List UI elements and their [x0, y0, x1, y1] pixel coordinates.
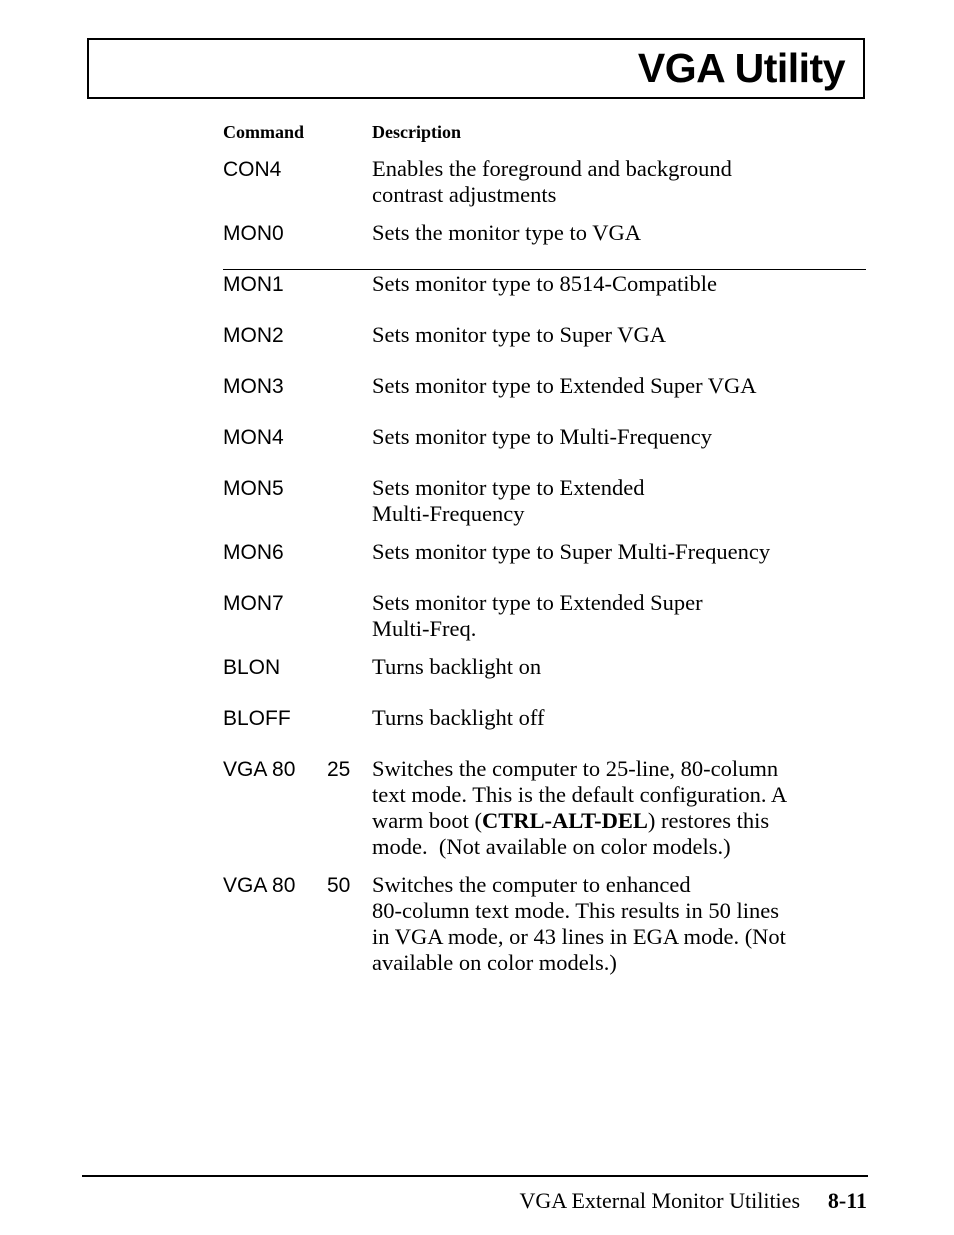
column-header-description: Description	[372, 122, 461, 142]
command-name: MON0	[223, 222, 284, 245]
command-name: VGA 80	[223, 874, 296, 897]
page-title: VGA Utility	[637, 45, 845, 91]
description-line: Turns backlight off	[372, 705, 545, 730]
description-line: Sets the monitor type to VGA	[372, 220, 641, 245]
footer-rule	[82, 1175, 868, 1177]
description-line: 80-column text mode. This results in 50 lines	[372, 898, 780, 923]
description-cell	[372, 872, 867, 976]
description-text: ) restores this	[647, 808, 770, 833]
description-cell	[372, 705, 867, 731]
description-line: mode. (Not available on color models.)	[372, 834, 731, 859]
description-line: Multi-Freq.	[372, 616, 477, 641]
description-cell	[372, 539, 867, 565]
description-line: Sets monitor type to Super Multi-Frequency	[372, 539, 771, 564]
description-line: Sets monitor type to 8514-Compatible	[372, 271, 717, 296]
description-line: available on color models.)	[372, 950, 617, 975]
command-name: MON3	[223, 375, 284, 398]
command-name: BLOFF	[223, 707, 291, 730]
description-line: in VGA mode, or 43 lines in EGA mode. (Not	[372, 924, 786, 949]
description-line: Sets monitor type to Super VGA	[372, 322, 666, 347]
command-name: MON7	[223, 592, 284, 615]
description-line: Sets monitor type to Extended Super VGA	[372, 373, 757, 398]
description-cell	[372, 271, 867, 297]
divider	[223, 269, 866, 270]
description-line: Multi-Frequency	[372, 501, 525, 526]
command-name: VGA 80	[223, 758, 296, 781]
description-line: text mode. This is the default configuration. A	[372, 782, 788, 807]
description-cell	[372, 373, 867, 399]
command-name: MON4	[223, 426, 284, 449]
command-name: MON6	[223, 541, 284, 564]
description-cell	[372, 424, 867, 450]
description-line: Sets monitor type to Multi-Frequency	[372, 424, 712, 449]
description-cell	[372, 475, 867, 527]
page-number: 8-11	[827, 1188, 867, 1213]
command-argument: 25	[327, 758, 351, 781]
description-cell	[372, 156, 867, 208]
description-line: contrast adjustments	[372, 182, 557, 207]
description-line: Switches the computer to 25-line, 80-column	[372, 756, 779, 781]
description-cell	[372, 220, 867, 246]
footer-section-title: VGA External Monitor Utilities	[519, 1188, 800, 1213]
title-box	[87, 38, 865, 99]
key-combination: CTRL-ALT-DEL	[481, 808, 648, 833]
command-argument: 50	[327, 874, 351, 897]
description-cell	[372, 590, 867, 642]
command-name: BLON	[223, 656, 281, 679]
description-line: Turns backlight on	[372, 654, 542, 679]
command-name: MON5	[223, 477, 284, 500]
description-line: Enables the foreground and background	[372, 156, 732, 181]
command-name: MON2	[223, 324, 284, 347]
description-line: Switches the computer to enhanced	[372, 872, 691, 897]
description-line	[372, 808, 867, 834]
description-line: Sets monitor type to Extended	[372, 475, 645, 500]
description-line: Sets monitor type to Extended Super	[372, 590, 703, 615]
description-cell	[372, 756, 867, 860]
description-cell	[372, 322, 867, 348]
description-cell	[372, 654, 867, 680]
command-name: CON4	[223, 158, 282, 181]
column-header-command: Command	[223, 122, 305, 142]
description-text: warm boot (	[372, 808, 482, 833]
command-name: MON1	[223, 273, 284, 296]
